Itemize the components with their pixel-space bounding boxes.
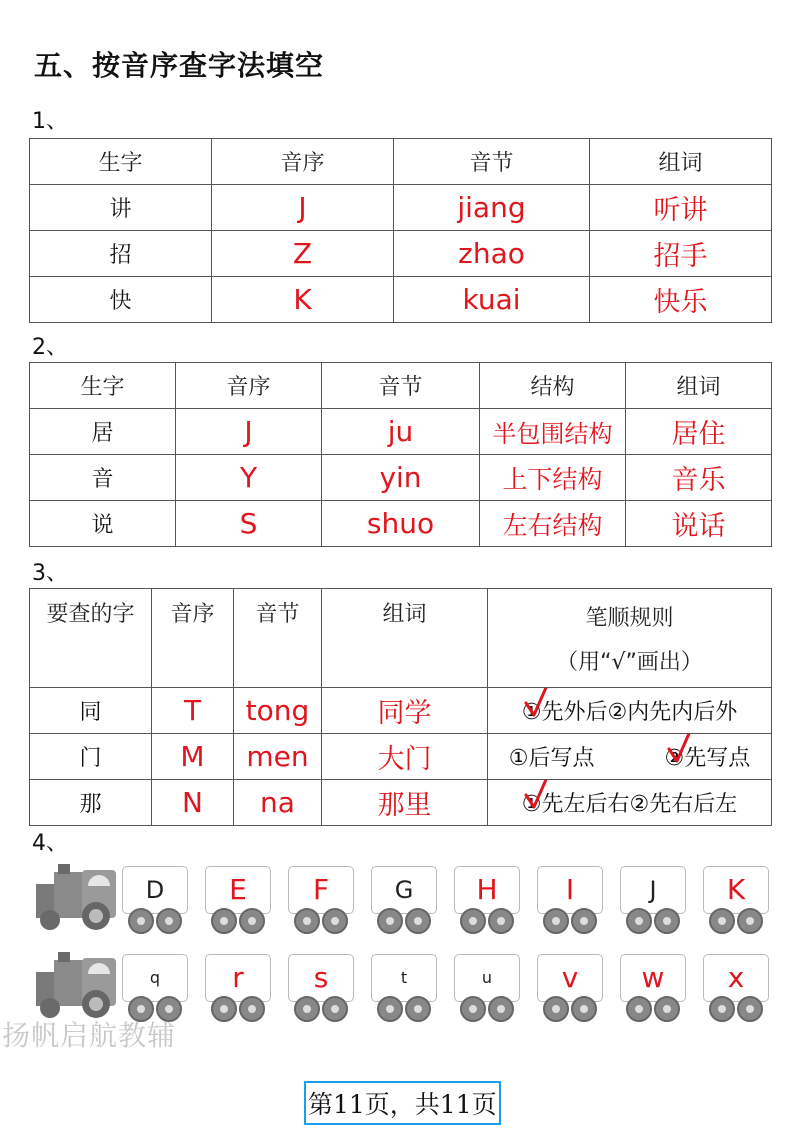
syllable-answer: jiang [394,185,590,231]
header-cell: 组词 [590,139,772,185]
wheel-icon [460,996,486,1022]
char-cell: 讲 [30,185,212,231]
wheel-icon [294,996,320,1022]
wheel-icon [737,996,763,1022]
header-cell: 结构 [480,363,626,409]
wheel-icon [405,996,431,1022]
train-car [620,866,686,932]
structure-answer: 左右结构 [480,501,626,547]
train-car [122,954,188,1020]
char-cell: 说 [30,501,176,547]
char-cell: 快 [30,277,212,323]
word-answer: 大门 [322,734,488,780]
char-cell: 门 [30,734,152,780]
table-row [30,780,772,826]
letter-answer: s [288,954,354,1002]
char-cell: 那 [30,780,152,826]
section-title: 五、按音序查字法填空 [34,49,325,82]
wheel-icon [405,908,431,934]
train-car [620,954,686,1020]
syllable-answer: kuai [394,277,590,323]
table-row [30,185,772,231]
header-cell: 音序 [212,139,394,185]
letter-given: t [371,954,437,1002]
letter-given: u [454,954,520,1002]
train-car [205,866,271,932]
option-1[interactable]: ①后写点 [508,746,595,771]
wheel-icon [488,996,514,1022]
structure-answer: 上下结构 [480,455,626,501]
wheel-icon [239,908,265,934]
letter-answer: K [703,866,769,914]
header-cell: 音节 [394,139,590,185]
wheel-icon [571,908,597,934]
initial-answer: J [212,185,394,231]
word-answer: 居住 [626,409,772,455]
header-cell: 要查的字 [30,589,152,688]
wheel-icon [460,908,486,934]
train-car [371,866,437,932]
word-answer: 那里 [322,780,488,826]
header-cell: 音序 [176,363,322,409]
header-cell: 组词 [626,363,772,409]
option-2[interactable]: ②先右后左 [629,792,738,817]
stroke-options [488,688,772,734]
train-car [454,866,520,932]
table-row [30,688,772,734]
train-car [454,954,520,1020]
initial-answer: Y [176,455,322,501]
option-2[interactable] [665,741,751,772]
table-row [30,409,772,455]
letter-given: q [122,954,188,1002]
option-label: ①先外后 [521,700,608,725]
initial-answer: N [152,780,234,826]
syllable-answer: zhao [394,231,590,277]
wheel-icon [488,908,514,934]
train-car [288,866,354,932]
word-answer: 听讲 [590,185,772,231]
train-engine-icon [34,950,118,1020]
header-cell: 组词 [322,589,488,688]
letter-given: D [122,866,188,914]
syllable-answer: shuo [322,501,480,547]
letter-given: G [371,866,437,914]
question-number-3: 3、 [32,561,68,586]
letter-answer: E [205,866,271,914]
syllable-answer: na [234,780,322,826]
wheel-icon [239,996,265,1022]
wheel-icon [543,996,569,1022]
option-1[interactable] [522,787,630,818]
wheel-icon [128,908,154,934]
train-car [703,866,769,932]
train-car [703,954,769,1020]
char-cell: 居 [30,409,176,455]
option-label: ①先左后右 [521,792,630,817]
header-cell: 音节 [234,589,322,688]
question-number-1: 1、 [32,109,68,134]
rule-note: （用“√”画出） [556,650,703,675]
wheel-icon [543,908,569,934]
train-engine-icon [34,862,118,932]
train-car [288,954,354,1020]
option-label: ②先写点 [664,746,751,771]
word-answer: 说话 [626,501,772,547]
letter-answer: H [454,866,520,914]
letter-answer: v [537,954,603,1002]
wheel-icon [377,996,403,1022]
syllable-answer: ju [322,409,480,455]
table-header-row [30,139,772,185]
wheel-icon [654,908,680,934]
word-answer: 同学 [322,688,488,734]
wheel-icon [322,996,348,1022]
initial-answer: T [152,688,234,734]
header-cell: 音节 [322,363,480,409]
stroke-options [488,734,772,780]
wheel-icon [211,908,237,934]
letter-answer: w [620,954,686,1002]
char-cell: 同 [30,688,152,734]
page-indicator: 第11页，共11页 [304,1081,501,1125]
q3-table [29,588,772,826]
table-header-row [30,363,772,409]
option-1[interactable] [522,695,608,726]
initial-answer: M [152,734,234,780]
option-2[interactable]: ②内先内后外 [607,700,738,725]
train-car [122,866,188,932]
wheel-icon [322,908,348,934]
letter-answer: F [288,866,354,914]
initial-answer: K [212,277,394,323]
wheel-icon [709,908,735,934]
q1-table [29,138,772,323]
train-car [537,954,603,1020]
table-row [30,277,772,323]
wheel-icon [571,996,597,1022]
watermark: 扬帆启航教辅 [2,1019,177,1052]
wheel-icon [709,996,735,1022]
initial-answer: S [176,501,322,547]
stroke-rule-header [488,589,772,688]
question-number-2: 2、 [32,335,68,360]
wheel-icon [156,908,182,934]
char-cell: 音 [30,455,176,501]
wheel-icon [377,908,403,934]
wheel-icon [654,996,680,1022]
letter-given: J [620,866,686,914]
letter-answer: r [205,954,271,1002]
header-cell: 生字 [30,363,176,409]
word-answer: 招手 [590,231,772,277]
wheel-icon [626,996,652,1022]
syllable-answer: men [234,734,322,780]
table-row [30,455,772,501]
initial-answer: J [176,409,322,455]
q2-table [29,362,772,547]
table-row [30,734,772,780]
wheel-icon [294,908,320,934]
syllable-answer: yin [322,455,480,501]
wheel-icon [626,908,652,934]
header-cell: 音序 [152,589,234,688]
train-car [537,866,603,932]
question-number-4: 4、 [32,831,68,856]
word-answer: 快乐 [590,277,772,323]
header-cell: 笔顺规则 [585,606,674,631]
syllable-answer: tong [234,688,322,734]
train-car [371,954,437,1020]
table-row [30,501,772,547]
header-cell: 生字 [30,139,212,185]
structure-answer: 半包围结构 [480,409,626,455]
char-cell: 招 [30,231,212,277]
wheel-icon [211,996,237,1022]
wheel-icon [737,908,763,934]
letter-answer: I [537,866,603,914]
initial-answer: Z [212,231,394,277]
letter-answer: x [703,954,769,1002]
word-answer: 音乐 [626,455,772,501]
table-header-row [30,589,772,688]
train-car [205,954,271,1020]
stroke-options [488,780,772,826]
table-row [30,231,772,277]
